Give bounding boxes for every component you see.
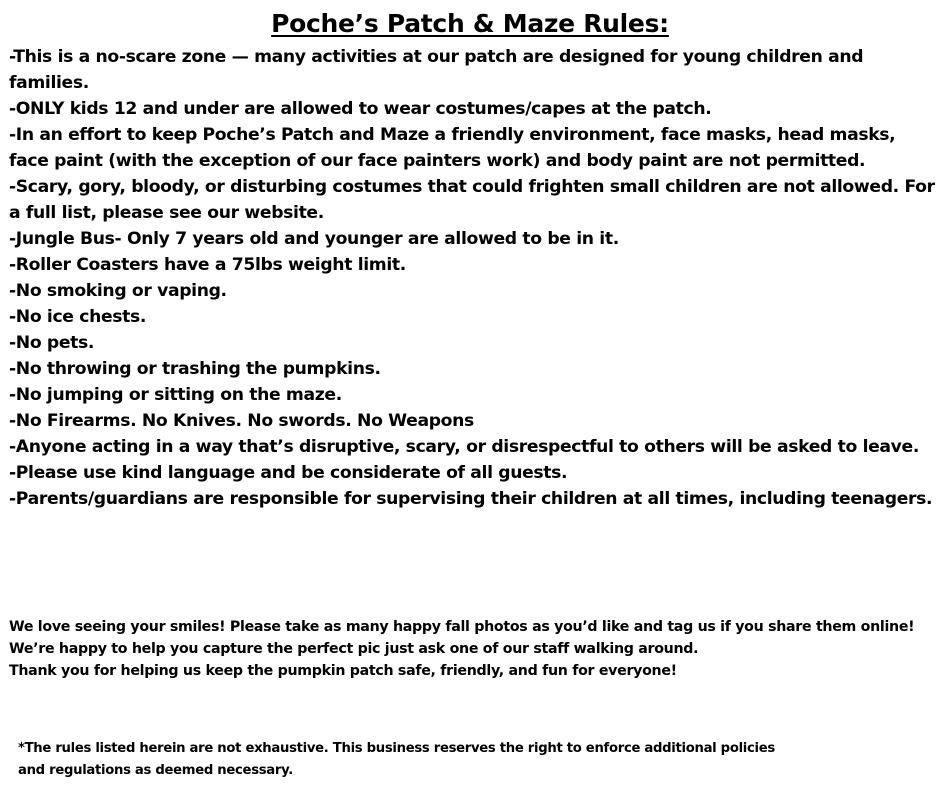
rule-item: -No smoking or vaping. (9, 281, 227, 301)
rule-item: -Parents/guardians are responsible for supervising their children at all times, including teenagers. (9, 489, 933, 509)
rules-list (9, 44, 935, 512)
closing-paragraph-photos: We love seeing your smiles! Please take as many happy fall photos as you’d like and tag us if you share them online! We’re happy to help you capture the perfect pic just ask one of our staff walking around. (9, 619, 915, 657)
rule-item: -No Firearms. No Knives. No swords. No Weapons (9, 411, 474, 431)
rule-item: -No ice chests. (9, 307, 147, 327)
rule-item: -No jumping or sitting on the maze. (9, 385, 342, 405)
rule-item: -Jungle Bus- Only 7 years old and younger are allowed to be in it. (9, 229, 619, 249)
closing-paragraph-thanks: Thank you for helping us keep the pumpkin patch safe, friendly, and fun for everyone! (9, 663, 677, 679)
closing-message (9, 616, 929, 682)
rule-item: -Scary, gory, bloody, or disturbing costumes that could frighten small children are not allowed. For a full list, please see our website. (9, 177, 935, 223)
page-title: Poche’s Patch & Maze Rules: (271, 9, 669, 38)
rule-item: -No pets. (9, 333, 95, 353)
rule-item: -Anyone acting in a way that’s disruptive, scary, or disrespectful to others will be asked to leave. (9, 437, 920, 457)
rule-item: -This is a no-scare zone — many activities at our patch are designed for young children and families. (9, 47, 864, 93)
rule-item: -No throwing or trashing the pumpkins. (9, 359, 381, 379)
rule-item: -Please use kind language and be considerate of all guests. (9, 463, 568, 483)
rule-item: -In an effort to keep Poche’s Patch and Maze a friendly environment, face masks, head masks, face paint (with the exception of our face painters work) and body paint are not permitted. (9, 125, 896, 171)
rule-item: -ONLY kids 12 and under are allowed to wear costumes/capes at the patch. (9, 99, 712, 119)
disclaimer-note: *The rules listed herein are not exhaustive. This business reserves the right to enforce additional policies and regulations as deemed necessary. (18, 741, 775, 778)
rule-item: -Roller Coasters have a 75lbs weight limit. (9, 255, 406, 275)
